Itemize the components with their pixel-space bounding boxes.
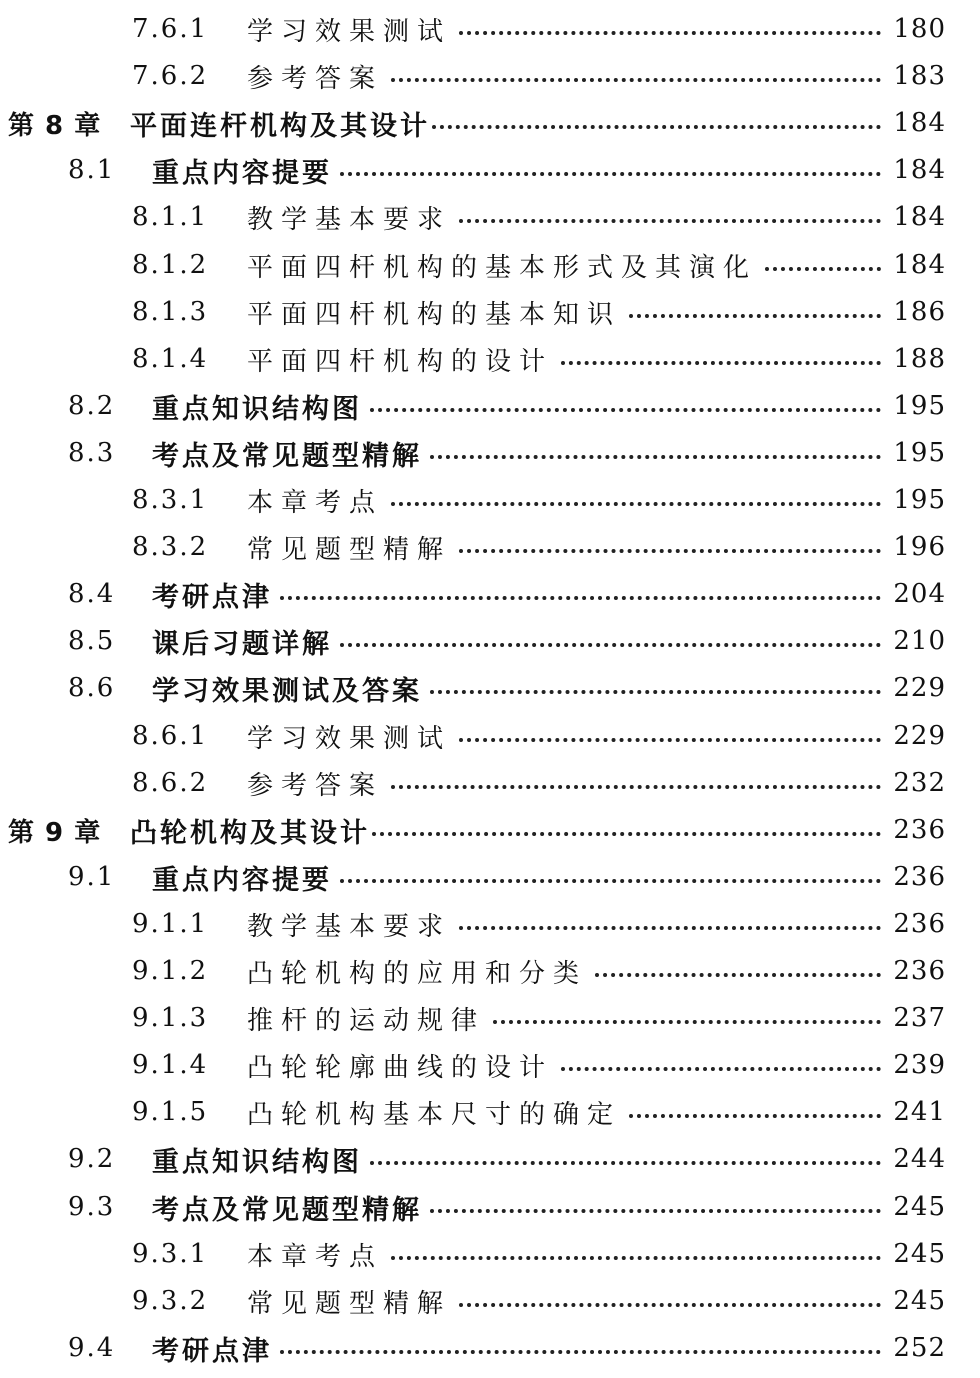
toc-title: 常见题型精解 <box>247 534 452 565</box>
dot-leader <box>370 408 881 412</box>
toc-number: 8.1.2 <box>132 250 209 280</box>
toc-title: 考研点津 <box>152 1335 272 1367</box>
toc-title: 平面四杆机构的基本形式及其演化 <box>247 252 758 283</box>
toc-subsection-row[interactable] <box>132 478 946 522</box>
dot-leader <box>280 596 881 600</box>
dot-leader <box>459 549 881 553</box>
toc-page-number: 184 <box>893 250 946 280</box>
toc-subsection-row[interactable] <box>132 290 946 334</box>
toc-page-number: 184 <box>893 108 946 138</box>
dot-leader <box>595 973 881 977</box>
toc-number: 7.6.1 <box>132 14 209 44</box>
toc-page-number: 186 <box>893 297 946 327</box>
dot-leader <box>340 643 881 647</box>
toc-number: 9.3 <box>68 1192 116 1222</box>
toc-page-number: 188 <box>893 344 946 374</box>
dot-leader <box>430 1209 881 1213</box>
toc-subsection-row[interactable] <box>132 761 946 805</box>
toc-title: 学习效果测试及答案 <box>152 675 422 707</box>
toc-page-number: 236 <box>893 909 946 939</box>
toc-number: 9.1.3 <box>132 1003 209 1033</box>
toc-title: 凸轮轮廓曲线的设计 <box>247 1052 554 1083</box>
toc-page-number: 229 <box>893 673 946 703</box>
toc-title: 本章考点 <box>247 487 384 518</box>
toc-number: 8.1.3 <box>132 297 209 327</box>
toc-title: 参考答案 <box>247 770 384 801</box>
dot-leader <box>765 267 881 271</box>
toc-number: 9.1.1 <box>132 909 209 939</box>
toc-page-number: 183 <box>893 61 946 91</box>
toc-section-row[interactable] <box>68 148 946 192</box>
toc-subsection-row[interactable] <box>132 714 946 758</box>
dot-leader <box>629 1114 881 1118</box>
toc-number: 8.6 <box>68 673 116 703</box>
toc-title: 本章考点 <box>247 1241 384 1272</box>
toc-title: 考研点津 <box>152 581 272 613</box>
toc-page-number: 244 <box>893 1144 946 1174</box>
toc-page-number: 184 <box>893 202 946 232</box>
toc-subsection-row[interactable] <box>132 902 946 946</box>
dot-leader <box>430 455 881 459</box>
toc-title: 凸轮机构基本尺寸的确定 <box>247 1099 622 1130</box>
toc-title: 重点知识结构图 <box>152 393 362 425</box>
toc-page-number: 236 <box>893 862 946 892</box>
toc-section-row[interactable] <box>68 572 946 616</box>
dot-leader <box>340 879 881 883</box>
toc-number: 8.2 <box>68 391 116 421</box>
dot-leader <box>629 314 881 318</box>
toc-subsection-row[interactable] <box>132 54 946 98</box>
toc-page-number: 204 <box>893 579 946 609</box>
toc-title: 教学基本要求 <box>247 911 452 942</box>
toc-number: 8.5 <box>68 626 116 656</box>
dot-leader <box>391 1256 881 1260</box>
toc-number: 8.3.1 <box>132 485 209 515</box>
toc-title: 学习效果测试 <box>247 723 452 754</box>
toc-title: 常见题型精解 <box>247 1288 452 1319</box>
toc-section-row[interactable] <box>68 1326 946 1370</box>
toc-section-row[interactable] <box>68 431 946 475</box>
toc-title: 重点内容提要 <box>152 864 332 896</box>
toc-number: 7.6.2 <box>132 61 209 91</box>
toc-number: 9.1.2 <box>132 956 209 986</box>
toc-number: 第 9 章 <box>8 817 102 848</box>
toc-page-number: 196 <box>893 532 946 562</box>
toc-title: 重点知识结构图 <box>152 1146 362 1178</box>
toc-title: 考点及常见题型精解 <box>152 1194 422 1226</box>
toc-title: 学习效果测试 <box>247 16 452 47</box>
toc-number: 9.2 <box>68 1144 116 1174</box>
toc-title: 平面连杆机构及其设计 <box>130 110 430 142</box>
toc-page-number: 245 <box>893 1192 946 1222</box>
toc-title: 推杆的运动规律 <box>247 1005 486 1036</box>
dot-leader <box>372 832 881 836</box>
dot-leader <box>280 1350 881 1354</box>
dot-leader <box>561 361 881 365</box>
toc-subsection-row[interactable] <box>132 1090 946 1134</box>
toc-title: 教学基本要求 <box>247 204 452 235</box>
toc-page-number: 195 <box>893 391 946 421</box>
toc-number: 9.3.1 <box>132 1239 209 1269</box>
toc-page-number: 236 <box>893 956 946 986</box>
dot-leader <box>459 926 881 930</box>
toc-number: 8.1.4 <box>132 344 209 374</box>
dot-leader <box>459 1303 881 1307</box>
dot-leader <box>459 738 881 742</box>
toc-section-row[interactable] <box>68 619 946 663</box>
dot-leader <box>370 1161 881 1165</box>
toc-number: 8.3.2 <box>132 532 209 562</box>
toc-subsection-row[interactable] <box>132 1043 946 1087</box>
dot-leader <box>459 219 881 223</box>
toc-subsection-row[interactable] <box>132 1279 946 1323</box>
toc-title: 课后习题详解 <box>152 628 332 660</box>
dot-leader <box>430 690 881 694</box>
toc-title: 凸轮机构及其设计 <box>130 817 370 849</box>
toc-number: 8.6.1 <box>132 721 209 751</box>
toc-page-number: 210 <box>893 626 946 656</box>
toc-number: 第 8 章 <box>8 110 102 141</box>
toc-chapter-row[interactable] <box>8 808 946 852</box>
toc-section-row[interactable] <box>68 1185 946 1229</box>
dot-leader <box>561 1067 881 1071</box>
toc-page-number: 229 <box>893 721 946 751</box>
toc-subsection-row[interactable] <box>132 525 946 569</box>
toc-section-row[interactable] <box>68 855 946 899</box>
toc-number: 8.6.2 <box>132 768 209 798</box>
toc-number: 9.1.5 <box>132 1097 209 1127</box>
toc-subsection-row[interactable] <box>132 195 946 239</box>
dot-leader <box>340 172 881 176</box>
toc-page-number: 184 <box>893 155 946 185</box>
toc-section-row[interactable] <box>68 384 946 428</box>
toc-number: 8.3 <box>68 438 116 468</box>
toc-subsection-row[interactable] <box>132 337 946 381</box>
toc-number: 8.4 <box>68 579 116 609</box>
toc-subsection-row[interactable] <box>132 7 946 51</box>
toc-page-number: 245 <box>893 1286 946 1316</box>
toc-number: 9.1.4 <box>132 1050 209 1080</box>
dot-leader <box>459 31 881 35</box>
dot-leader <box>432 125 881 129</box>
dot-leader <box>493 1020 881 1024</box>
toc-number: 9.4 <box>68 1333 116 1363</box>
toc-title: 凸轮机构的应用和分类 <box>247 958 588 989</box>
toc-page-number: 245 <box>893 1239 946 1269</box>
toc-page-number: 195 <box>893 438 946 468</box>
toc-number: 9.1 <box>68 862 116 892</box>
toc-title: 考点及常见题型精解 <box>152 440 422 472</box>
toc-subsection-row[interactable] <box>132 949 946 993</box>
toc-section-row[interactable] <box>68 1137 946 1181</box>
toc-title: 参考答案 <box>247 63 384 94</box>
toc-page-number: 252 <box>893 1333 946 1363</box>
toc-section-row[interactable] <box>68 666 946 710</box>
dot-leader <box>391 78 881 82</box>
toc-page-number: 180 <box>893 14 946 44</box>
dot-leader <box>391 785 881 789</box>
toc-title: 平面四杆机构的基本知识 <box>247 299 622 330</box>
toc-subsection-row[interactable] <box>132 996 946 1040</box>
toc-subsection-row[interactable] <box>132 1232 946 1276</box>
toc-number: 8.1.1 <box>132 202 209 232</box>
toc-title: 重点内容提要 <box>152 157 332 189</box>
toc-number: 9.3.2 <box>132 1286 209 1316</box>
toc-page-number: 195 <box>893 485 946 515</box>
toc-number: 8.1 <box>68 155 116 185</box>
toc-page-number: 232 <box>893 768 946 798</box>
toc-page-number: 237 <box>893 1003 946 1033</box>
toc-page-number: 236 <box>893 815 946 845</box>
toc-chapter-row[interactable] <box>8 101 946 145</box>
toc-title: 平面四杆机构的设计 <box>247 346 554 377</box>
toc-page-number: 239 <box>893 1050 946 1080</box>
toc-subsection-row[interactable] <box>132 243 946 287</box>
dot-leader <box>391 502 881 506</box>
toc-page-number: 241 <box>893 1097 946 1127</box>
